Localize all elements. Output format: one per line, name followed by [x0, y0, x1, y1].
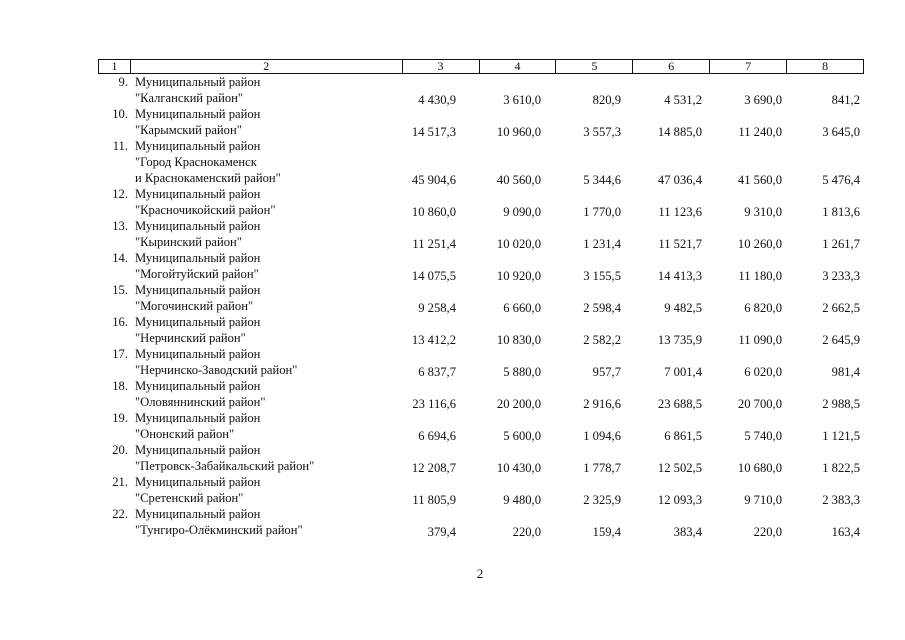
- value-col-6: 7 001,4: [664, 365, 702, 379]
- value-col-3: 14 517,3: [411, 125, 456, 139]
- value-col-3: 12 208,7: [411, 461, 456, 475]
- value-col-3: 11 251,4: [412, 237, 456, 251]
- district-name-line: "Нерчинский район": [135, 331, 246, 345]
- value-col-8: 2 988,5: [822, 397, 860, 411]
- value-col-4: 40 560,0: [496, 173, 541, 187]
- header-col-6: 6: [633, 60, 710, 73]
- table-row: [0, 107, 905, 139]
- header-col-4: 4: [480, 60, 557, 73]
- value-col-5: 3 557,3: [583, 125, 621, 139]
- row-number: 12.: [112, 187, 128, 201]
- value-col-5: 1 094,6: [583, 429, 621, 443]
- header-col-7: 7: [710, 60, 787, 73]
- district-name-line: "Ононский район": [135, 427, 235, 441]
- value-col-7: 220,0: [753, 525, 782, 539]
- table-row: [0, 187, 905, 219]
- value-col-5: 5 344,6: [583, 173, 621, 187]
- value-col-7: 10 260,0: [737, 237, 782, 251]
- header-col-1: 1: [99, 60, 131, 73]
- row-number: 14.: [112, 251, 128, 265]
- value-col-8: 841,2: [831, 93, 860, 107]
- district-name-line: Муниципальный район: [135, 107, 261, 121]
- value-col-4: 5 880,0: [503, 365, 541, 379]
- table-row: [0, 379, 905, 411]
- value-col-8: 1 261,7: [822, 237, 860, 251]
- district-name-line: "Карымский район": [135, 123, 242, 137]
- value-col-6: 14 413,3: [657, 269, 702, 283]
- table-row: [0, 443, 905, 475]
- value-col-7: 11 090,0: [738, 333, 782, 347]
- value-col-6: 11 123,6: [658, 205, 702, 219]
- value-col-7: 6 020,0: [744, 365, 782, 379]
- value-col-5: 1 231,4: [583, 237, 621, 251]
- value-col-4: 20 200,0: [496, 397, 541, 411]
- row-number: 15.: [112, 283, 128, 297]
- value-col-3: 10 860,0: [411, 205, 456, 219]
- value-col-7: 5 740,0: [744, 429, 782, 443]
- district-name-line: "Оловяннинский район": [135, 395, 266, 409]
- value-col-5: 2 916,6: [583, 397, 621, 411]
- value-col-8: 2 383,3: [822, 493, 860, 507]
- value-col-3: 13 412,2: [411, 333, 456, 347]
- value-col-6: 383,4: [673, 525, 702, 539]
- district-name-line: "Кыринский район": [135, 235, 242, 249]
- value-col-5: 159,4: [592, 525, 621, 539]
- row-number: 16.: [112, 315, 128, 329]
- district-name-line: Муниципальный район: [135, 219, 261, 233]
- row-number: 19.: [112, 411, 128, 425]
- district-name-line: Муниципальный район: [135, 139, 261, 153]
- district-name-line: Муниципальный район: [135, 187, 261, 201]
- header-col-3: 3: [403, 60, 480, 73]
- value-col-3: 14 075,5: [411, 269, 456, 283]
- value-col-7: 11 180,0: [738, 269, 782, 283]
- value-col-5: 3 155,5: [583, 269, 621, 283]
- value-col-4: 10 960,0: [496, 125, 541, 139]
- value-col-7: 41 560,0: [737, 173, 782, 187]
- value-col-5: 2 582,2: [583, 333, 621, 347]
- value-col-8: 1 121,5: [822, 429, 860, 443]
- value-col-4: 10 430,0: [496, 461, 541, 475]
- district-name-line: "Калганский район": [135, 91, 243, 105]
- district-name-line: "Могойтуйский район": [135, 267, 259, 281]
- table-row: [0, 219, 905, 251]
- value-col-5: 1 778,7: [583, 461, 621, 475]
- district-name-line: и Краснокаменский район": [135, 171, 281, 185]
- district-name-line: Муниципальный район: [135, 315, 261, 329]
- district-name-line: Муниципальный район: [135, 75, 261, 89]
- value-col-4: 3 610,0: [503, 93, 541, 107]
- row-number: 10.: [112, 107, 128, 121]
- value-col-5: 820,9: [592, 93, 621, 107]
- value-col-4: 10 830,0: [496, 333, 541, 347]
- value-col-7: 3 690,0: [744, 93, 782, 107]
- value-col-3: 45 904,6: [411, 173, 456, 187]
- row-number: 17.: [112, 347, 128, 361]
- value-col-3: 23 116,6: [412, 397, 456, 411]
- header-col-8: 8: [822, 59, 829, 73]
- value-col-6: 47 036,4: [657, 173, 702, 187]
- value-col-8: 5 476,4: [822, 173, 860, 187]
- value-col-6: 9 482,5: [664, 301, 702, 315]
- value-col-5: 2 325,9: [583, 493, 621, 507]
- value-col-3: 6 694,6: [418, 429, 456, 443]
- header-col-5: 5: [556, 60, 633, 73]
- value-col-7: 9 310,0: [744, 205, 782, 219]
- table-row: [0, 139, 905, 187]
- value-col-3: 6 837,7: [418, 365, 456, 379]
- table-row: [0, 507, 905, 539]
- district-name-line: Муниципальный район: [135, 347, 261, 361]
- row-number: 13.: [112, 219, 128, 233]
- page-number: 2: [476, 566, 484, 581]
- value-col-6: 23 688,5: [657, 397, 702, 411]
- row-number: 22.: [112, 507, 128, 521]
- value-col-3: 379,4: [427, 525, 456, 539]
- value-col-4: 10 920,0: [496, 269, 541, 283]
- district-name-line: "Могочинский район": [135, 299, 254, 313]
- district-name-line: Муниципальный район: [135, 379, 261, 393]
- table-row: [0, 315, 905, 347]
- value-col-6: 11 521,7: [658, 237, 702, 251]
- row-number: 20.: [112, 443, 128, 457]
- table-header: [98, 59, 864, 74]
- value-col-3: 4 430,9: [418, 93, 456, 107]
- value-col-3: 11 805,9: [412, 493, 456, 507]
- value-col-4: 9 090,0: [503, 205, 541, 219]
- value-col-6: 13 735,9: [657, 333, 702, 347]
- row-number: 9.: [118, 75, 128, 89]
- table-row: [0, 475, 905, 507]
- district-name-line: "Красночикойский район": [135, 203, 276, 217]
- value-col-8: 163,4: [831, 525, 860, 539]
- value-col-8: 3 233,3: [822, 269, 860, 283]
- table-row: [0, 251, 905, 283]
- value-col-8: 2 662,5: [822, 301, 860, 315]
- value-col-7: 11 240,0: [738, 125, 782, 139]
- row-number: 11.: [112, 139, 128, 153]
- district-name-line: "Петровск-Забайкальский район": [135, 459, 315, 473]
- value-col-7: 10 680,0: [737, 461, 782, 475]
- value-col-6: 6 861,5: [664, 429, 702, 443]
- district-name-line: Муниципальный район: [135, 283, 261, 297]
- value-col-8: 2 645,9: [822, 333, 860, 347]
- district-name-line: "Город Краснокаменск: [135, 155, 257, 169]
- table-row: [0, 283, 905, 315]
- table-row: [0, 411, 905, 443]
- row-number: 18.: [112, 379, 128, 393]
- value-col-8: 1 822,5: [822, 461, 860, 475]
- value-col-6: 14 885,0: [657, 125, 702, 139]
- value-col-7: 9 710,0: [744, 493, 782, 507]
- value-col-4: 5 600,0: [503, 429, 541, 443]
- value-col-4: 6 660,0: [503, 301, 541, 315]
- district-name-line: Муниципальный район: [135, 251, 261, 265]
- district-name-line: "Нерчинско-Заводский район": [135, 363, 298, 377]
- district-name-line: Муниципальный район: [135, 411, 261, 425]
- value-col-5: 957,7: [592, 365, 621, 379]
- district-name-line: Муниципальный район: [135, 443, 261, 457]
- value-col-5: 2 598,4: [583, 301, 621, 315]
- value-col-6: 12 502,5: [657, 461, 702, 475]
- value-col-4: 10 020,0: [496, 237, 541, 251]
- value-col-6: 12 093,3: [657, 493, 702, 507]
- district-name-line: Муниципальный район: [135, 475, 261, 489]
- value-col-7: 6 820,0: [744, 301, 782, 315]
- table-row: [0, 347, 905, 379]
- value-col-6: 4 531,2: [664, 93, 702, 107]
- value-col-8: 3 645,0: [822, 125, 860, 139]
- table-row: [0, 75, 905, 107]
- value-col-7: 20 700,0: [737, 397, 782, 411]
- district-name-line: "Сретенский район": [135, 491, 244, 505]
- value-col-8: 981,4: [831, 365, 860, 379]
- value-col-4: 9 480,0: [503, 493, 541, 507]
- district-name-line: "Тунгиро-Олёкминский район": [135, 523, 303, 537]
- value-col-8: 1 813,6: [822, 205, 860, 219]
- value-col-3: 9 258,4: [418, 301, 456, 315]
- header-col-2: 2: [131, 60, 403, 73]
- value-col-5: 1 770,0: [583, 205, 621, 219]
- district-name-line: Муниципальный район: [135, 507, 261, 521]
- value-col-4: 220,0: [512, 525, 541, 539]
- row-number: 21.: [112, 475, 128, 489]
